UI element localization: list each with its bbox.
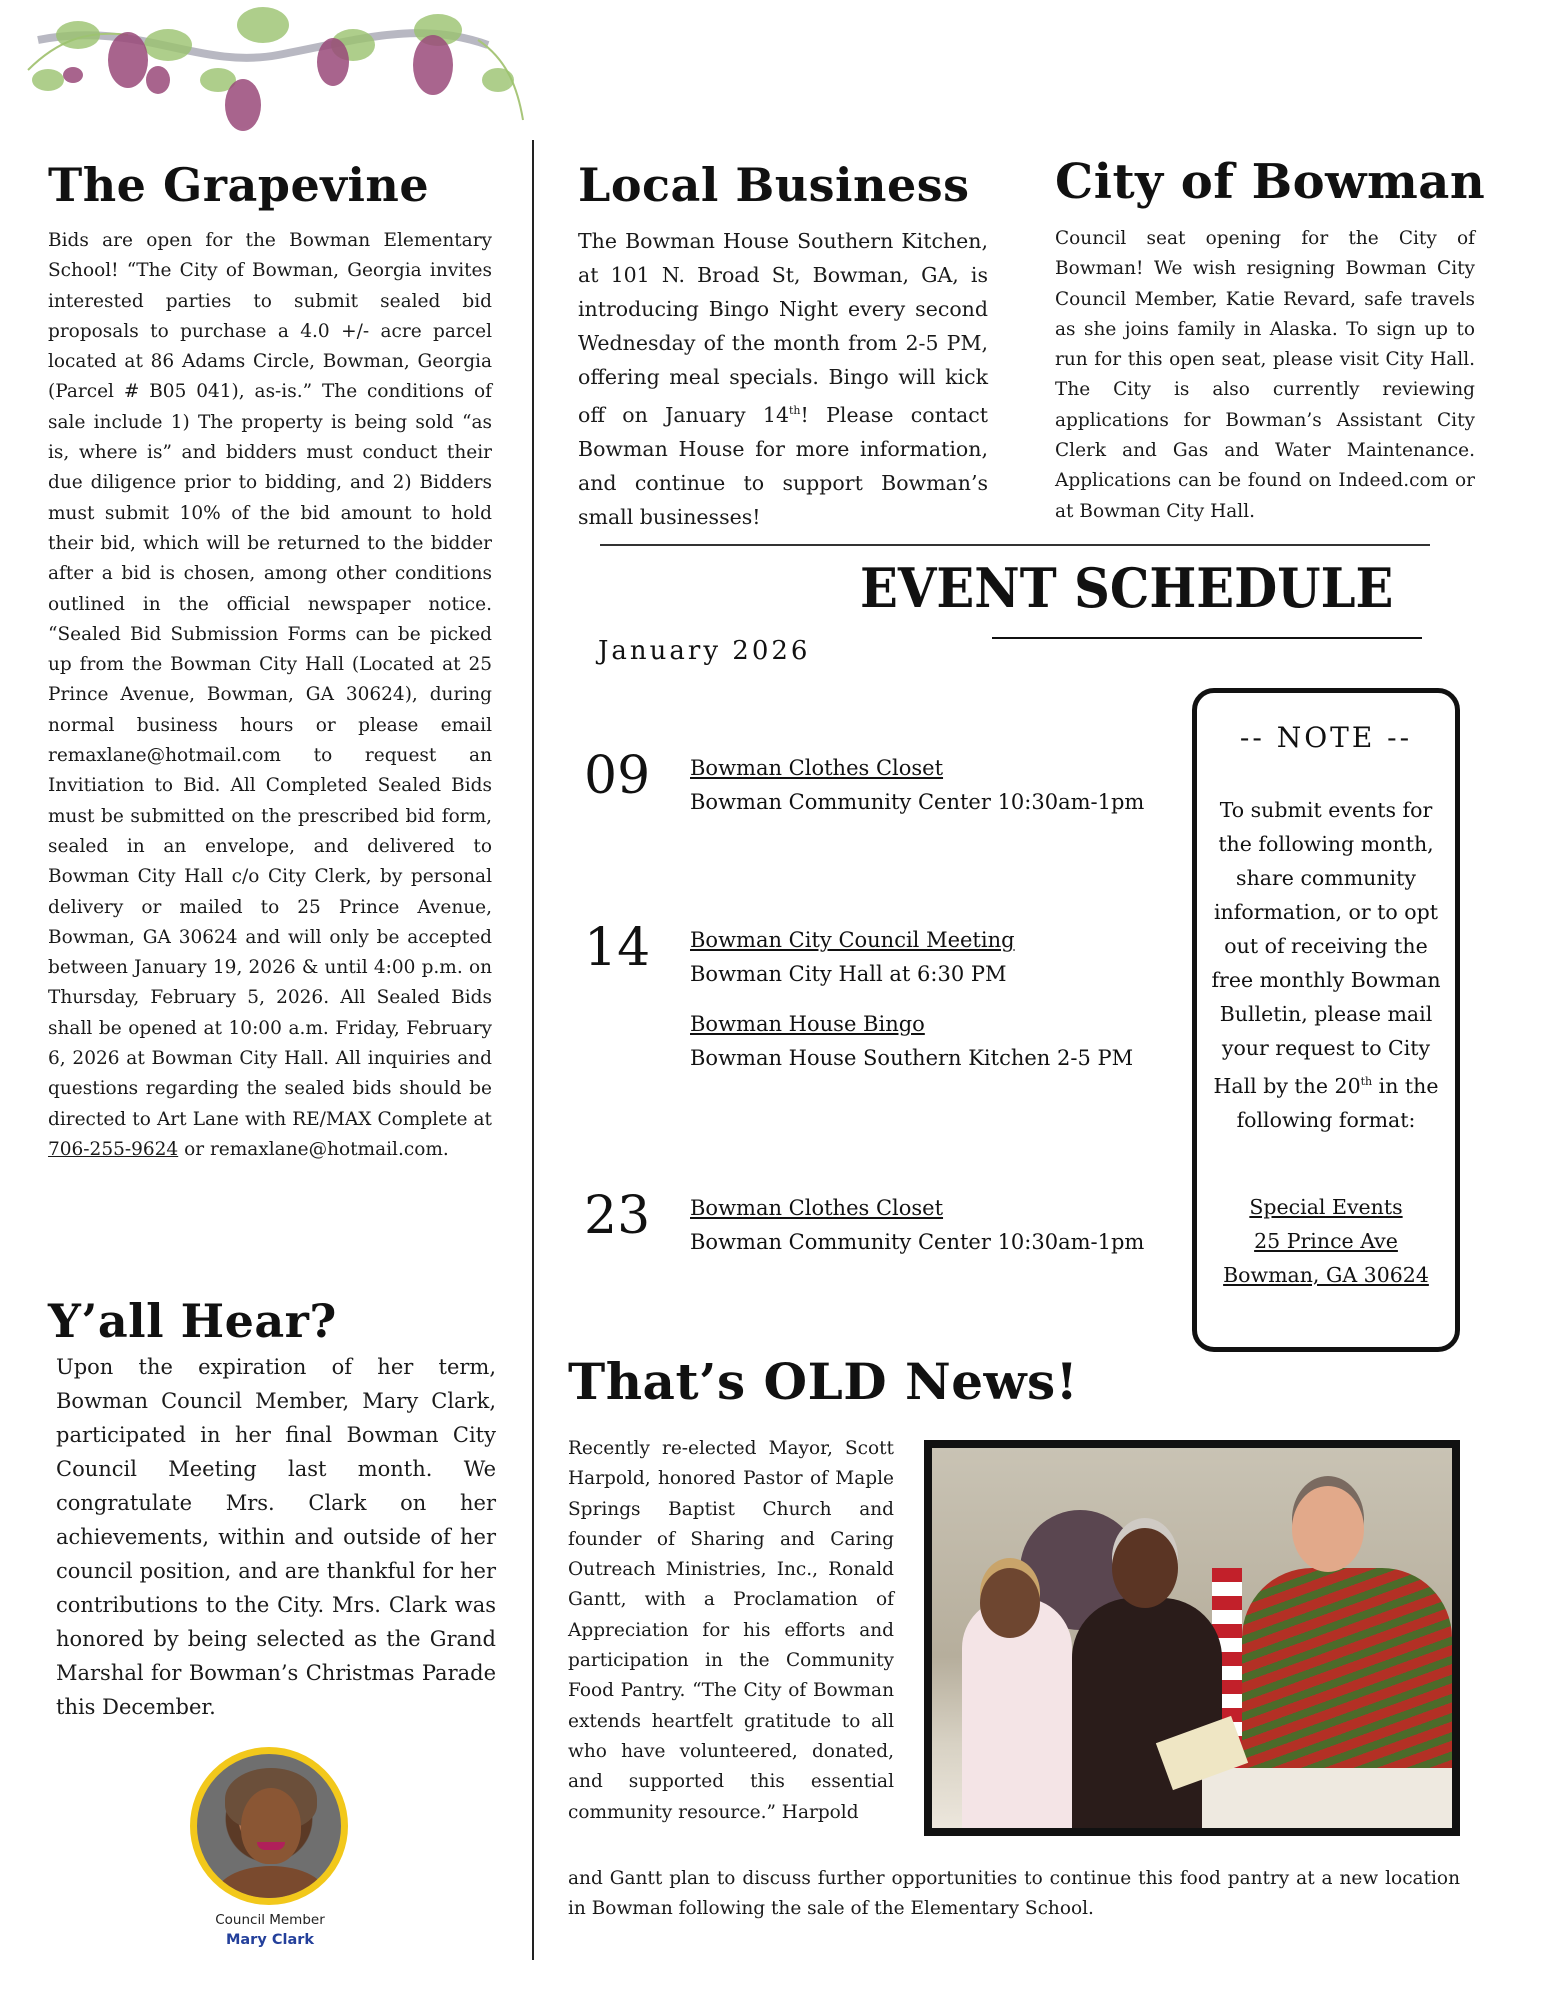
event-name[interactable]: Bowman City Council Meeting [690, 928, 1015, 952]
ordinal-suffix: th [789, 404, 801, 417]
photo-caption-name: Mary Clark [225, 1932, 315, 1948]
note-heading: -- NOTE -- [1239, 721, 1413, 754]
old-news-article: Recently re-elected Mayor, Scott Harpold, honored Pastor of Maple Springs Baptist Church and founder of Sharing and Caring Outreach Ministries, Inc., Ronald Gantt, with a Proclamation of Appreciation for his efforts and participation in the Community Food Pantry. “The City of Bowman extends heartfelt gratitude to all who have volunteered, donated, and supported this essential community resource.” Harpold [568, 1438, 894, 1823]
event-day: 14 [584, 918, 651, 978]
old-news-article-end: and Gantt plan to discuss further opportunities to continue this food pantry at a new location in Bowman following the sale of the Elementary School. [568, 1868, 1460, 1920]
section-rule [600, 544, 1430, 546]
heading-underline [992, 637, 1422, 639]
column-divider [532, 140, 534, 1960]
grapevine-heading: The Grapevine [48, 158, 430, 212]
event-detail: Bowman Community Center 10:30am-1pm [690, 1230, 1145, 1254]
note-text-end: in the following format: [1236, 1073, 1439, 1132]
ordinal-suffix: th [1360, 1075, 1373, 1088]
yall-hear-heading: Y’all Hear? [48, 1294, 337, 1348]
proclamation-photo [924, 1440, 1460, 1836]
event-name[interactable]: Bowman House Bingo [690, 1012, 925, 1036]
event-detail: Bowman House Southern Kitchen 2-5 PM [690, 1046, 1134, 1070]
local-business-text: The Bowman House Southern Kitchen, at 101 N. Broad St, Bowman, GA, is introducing Bingo Night every second Wednesday of the month from 2-5 PM, offering meal specials. Bingo will kick off on January 14 [578, 229, 988, 427]
note-address-line: Bowman, GA 30624 [1223, 1263, 1429, 1287]
note-text [1207, 793, 1445, 1137]
photo-caption-role: Council Member [215, 1912, 325, 1928]
grapevine-illustration [18, 0, 538, 138]
city-of-bowman-heading: City of Bowman [1055, 154, 1486, 210]
phone-link[interactable]: 706-255-9624 [48, 1138, 179, 1160]
event-detail: Bowman City Hall at 6:30 PM [690, 962, 1007, 986]
local-business-text-end: ! Please contact Bowman House for more information, and continue to support Bowman’s small businesses! [578, 402, 988, 529]
grapevine-text: Bids are open for the Bowman Elementary School! “The City of Bowman, Georgia invites interested parties to submit sealed bid proposals to purchase a 4.0 +/- acre parcel located at 86 Adams Circle, Bowman, Georgia (Parcel # B05 041), as-is.” The conditions of sale include 1) The property is being sold “as is, where is” and bidders must conduct their due diligence prior to bidding, and 2) Bidders must submit 10% of the bid amount to hold their bid, which will be returned to the bidder after a bid is chosen, among other conditions outlined in the official newspaper notice. “Sealed Bid Submission Forms can be picked up from the Bowman City Hall (Located at 25 Prince Avenue, Bowman, GA 30624), during normal business hours or please email remaxlane@hotmail.com to request an Invitiation to Bid. All Completed Sealed Bids must be submitted on the prescribed bid form, sealed in an envelope, and delivered to Bowman City Hall c/o City Clerk, by personal delivery or mailed to 25 Prince Avenue, Bowman, GA 30624 and will only be accepted between January 19, 2026 & until 4:00 p.m. on Thursday, February 5, 2026. All Sealed Bids shall be opened at 10:00 a.m. Friday, February 6, 2026 at Bowman City Hall. All inquiries and questions regarding the sealed bids should be directed to Art Lane with RE/MAX Complete at [48, 230, 492, 1130]
note-address-line: 25 Prince Ave [1254, 1229, 1398, 1253]
grapevine-article [48, 226, 492, 1165]
event-day: 23 [584, 1186, 651, 1246]
grapevine-text-end: or remaxlane@hotmail.com. [178, 1138, 449, 1160]
event-detail: Bowman Community Center 10:30am-1pm [690, 790, 1145, 814]
event-name[interactable]: Bowman Clothes Closet [690, 1196, 944, 1220]
event-month: January 2026 [598, 636, 811, 666]
city-of-bowman-article: Council seat opening for the City of Bowman! We wish resigning Bowman City Council Member, Katie Revard, safe travels as she joins family in Alaska. To sign up to run for this open seat, please visit City Hall. The City is also currently reviewing applications for Bowman’s Assistant City Clerk and Gas and Water Maintenance. Applications can be found on Indeed.com or at Bowman City Hall. [1055, 228, 1475, 522]
local-business-article [578, 224, 988, 534]
old-news-heading: That’s OLD News! [568, 1352, 1079, 1411]
note-address-line: Special Events [1249, 1195, 1403, 1219]
yall-hear-article: Upon the expiration of her term, Bowman Council Member, Mary Clark, participated in her final Bowman City Council Meeting last month. We congratulate Mrs. Clark on her achievements, within and outside of her council position, and are thankful for her contributions to the City. Mrs. Clark was honored by being selected as the Grand Marshal for Bowman’s Christmas Parade this December. [56, 1355, 496, 1719]
event-name[interactable]: Bowman Clothes Closet [690, 756, 944, 780]
event-schedule-heading: EVENT SCHEDULE [860, 556, 1394, 620]
council-member-photo [190, 1747, 348, 1905]
event-day: 09 [584, 746, 651, 806]
local-business-heading: Local Business [578, 158, 970, 212]
note-box [1192, 688, 1460, 1352]
note-text-main: To submit events for the following month, share community information, or to opt out of receiving the free monthly Bowman Bulletin, please mail your request to City Hall by the 20 [1211, 798, 1441, 1098]
